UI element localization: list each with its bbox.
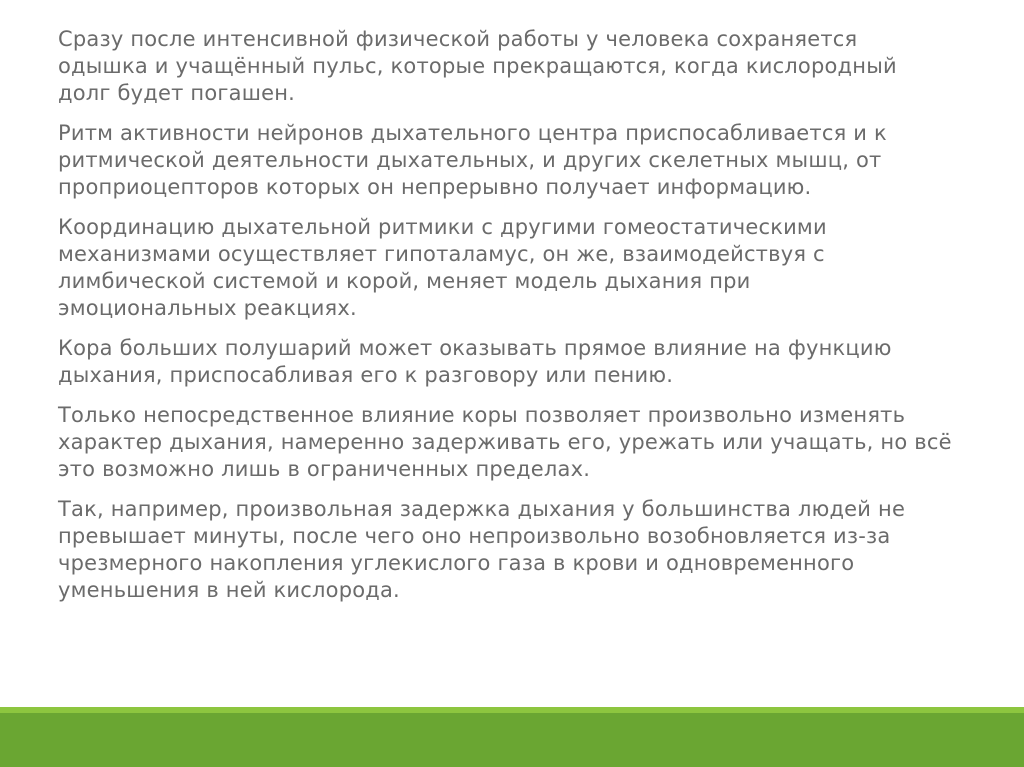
paragraph-3: Координацию дыхательной ритмики с другими гомеостатическими механизмами осуществляет гипоталамус, он же, взаимодействуя с лимбической системой и корой, меняет модель дыхания при эмоциональных реакциях. [58,215,827,320]
footer-green-bar [0,713,1024,767]
paragraph-6: Так, например, произвольная задержка дыхания у большинства людей не превышает минуты, после чего оно непроизвольно возобновляется из-за чрезмерного накопления углекислого газа в крови и одновременного уменьшения в ней кислорода. [58,497,906,602]
paragraph-4: Кора больших полушарий может оказывать прямое влияние на функцию дыхания, приспосабливая его к разговору или пению. [58,336,892,387]
paragraph-1: Сразу после интенсивной физической работы у человека сохраняется одышка и учащённый пульс, которые прекращаются, когда кислородный долг будет погашен. [58,27,897,105]
slide-body-text [58,26,978,617]
paragraph-2: Ритм активности нейронов дыхательного центра приспосабливается и к ритмической деятельности дыхательных, и других скелетных мышц, от проприоцепторов которых он непрерывно получает информацию. [58,121,887,199]
paragraph-5: Только непосредственное влияние коры позволяет произвольно изменять характер дыхания, намеренно задерживать его, урежать или учащать, но всё это возможно лишь в ограниченных пределах. [58,403,952,481]
